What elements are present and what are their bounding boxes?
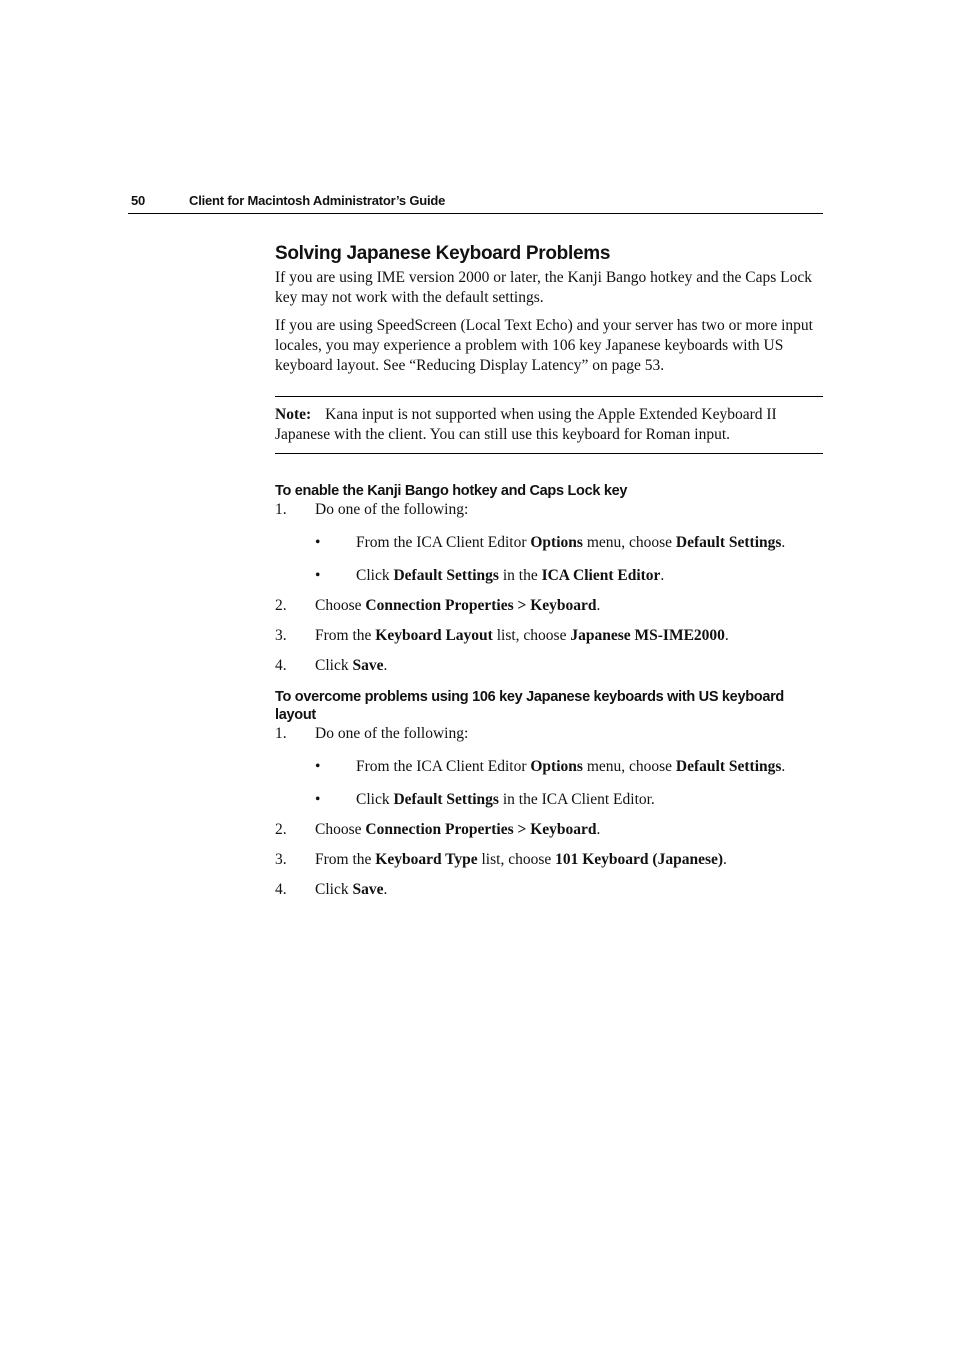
procedure2-step-1: 1. Do one of the following: [275, 725, 469, 742]
procedure-heading-kanji: To enable the Kanji Bango hotkey and Caps Lock key [275, 483, 628, 499]
note-label: Note: [275, 406, 312, 423]
intro-paragraph-1: If you are using IME version 2000 or later, the Kanji Bango hotkey and the Caps Lock key may not work with the default settings. [275, 269, 813, 306]
procedure-heading-106-key: To overcome problems using 106 key Japanese keyboards with US keyboard layout [275, 689, 784, 723]
procedure1-step-3: 3. From the Keyboard Layout list, choose Japanese MS-IME2000. [275, 627, 729, 644]
note-box [275, 396, 823, 454]
procedure2-step-4: 4. Click Save. [275, 881, 388, 898]
page-number: 50 [131, 193, 146, 208]
procedure2-bullet-options-menu: • From the ICA Client Editor Options menu, choose Default Settings. [315, 758, 786, 775]
note-text: Kana input is not supported when using the Apple Extended Keyboard II Japanese with the client. You can still use this keyboard for Roman input. [275, 406, 777, 443]
procedure2-step-3: 3. From the Keyboard Type list, choose 101 Keyboard (Japanese). [275, 851, 727, 868]
procedure1-step-2: 2. Choose Connection Properties > Keyboard. [275, 597, 601, 614]
page-content [275, 241, 823, 900]
section-heading: Solving Japanese Keyboard Problems [275, 243, 611, 264]
procedure1-step-4: 4. Click Save. [275, 657, 388, 674]
procedure1-bullet-click-default: • Click Default Settings in the ICA Client Editor. [315, 567, 665, 584]
running-header [128, 191, 823, 214]
procedure2-bullet-click-default: • Click Default Settings in the ICA Client Editor. [315, 791, 655, 808]
document-title: Client for Macintosh Administrator’s Guide [189, 193, 446, 208]
procedure1-bullet-options-menu: • From the ICA Client Editor Options menu, choose Default Settings. [315, 534, 786, 551]
procedure1-step-1: 1. Do one of the following: [275, 501, 469, 518]
procedure2-step-2: 2. Choose Connection Properties > Keyboard. [275, 821, 601, 838]
intro-paragraph-2: If you are using SpeedScreen (Local Text Echo) and your server has two or more input locales, you may experience a problem with 106 key Japanese keyboards with US keyboard layout. See “Reducing Display Latency” on page 53. [275, 317, 813, 374]
